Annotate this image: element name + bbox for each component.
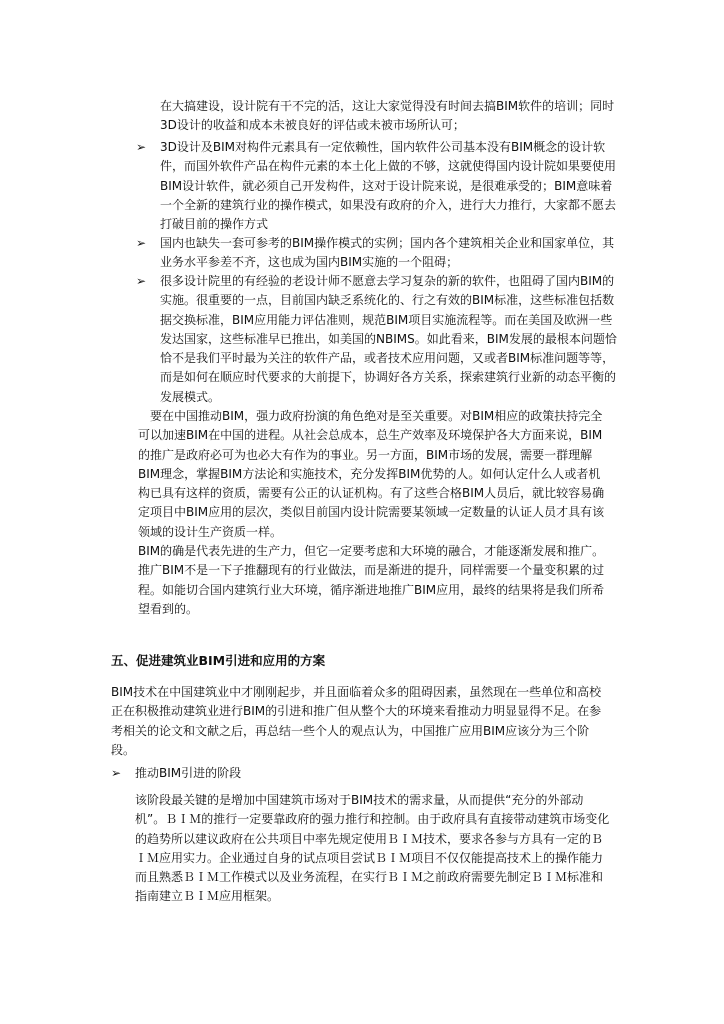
arrow-bullet-icon: ➢ [136, 274, 147, 288]
paragraph-bim-productivity: BIM的确是代表先进的生产力，但它一定要考虑和大环境的融合，才能逐渐发展和推广。推广BIM不是一下子推翻现有的行业做法，而是渐进的提升，同样需要一个量变积累的过程。如能切合国内建筑行业大环境，循序渐进地推广BIM应用，最终的结果将是我们所希望看到的。 [138, 544, 605, 616]
bullet-item: 3D设计及BIM对构件元素具有一定依赖性，国内软件公司基本没有BIM概念的设计软件，而国外软件产品在构件元素的本土化上做的不够，这就使得国内设计院如果要使用BIM设计软件，就必须自己开发构件，这对于设计院来说，是很难承受的；BIM意味着一个全新的建筑行业的操作模式，如果没有政府的介入，进行大力推行，大家都不愿去打破目前的操作方式 [160, 140, 617, 232]
sub-section-text: 该阶段最关键的是增加中国建筑市场对于BIM技术的需求量，从而提供“充分的外部动机”。ＢＩＭ的推行一定要靠政府的强力推行和控制。由于政府具有直接带动建筑市场变化的趋势所以建议政府在公共项目中率先规定使用ＢＩＭ技术，要求各参与方具有一定的ＢＩＭ应用实力。企业通过自身的试点项目尝试ＢＩＭ项目不仅仅能提高技术上的操作能力而且熟悉ＢＩＭ工作模式以及业务流程，在实行ＢＩＭ之前政府需要先制定ＢＩＭ标准和指南建立ＢＩＭ应用框架。 [135, 793, 610, 904]
paragraph-government-role: 要在中国推动BIM，强力政府扮演的角色绝对是至关重要。对BIM相应的政策扶持完全可以加速BIM在中国的进程。从社会总成本，总生产效率及环境保护各大方面来说，BIM的推广是政府必可为也必大有作为的事业。另一方面，BIM市场的发展，需要一群理解BIM理念，掌握BIM方法论和实施技术，充分发挥BIM优势的人。如何认定什么人或者机构已具有这样的资质，需要有公正的认证机构。有了这些合格BIM人员后，就比较容易确定项目中BIM应用的层次，类似目前国内设计院需要某领域一定数量的认证人员才具有该领域的设计生产资质一样。 [138, 409, 605, 539]
bullet-continuation: 在大搞建设，设计院有干不完的活，这让大家觉得没有时间去搞BIM软件的培训；同时3D设计的收益和成本未被良好的评估或未被市场所认可； [160, 99, 615, 133]
arrow-bullet-icon: ➢ [111, 766, 122, 780]
section-intro: BIM技术在中国建筑业中才刚刚起步，并且面临着众多的阻碍因素，虽然现在一些单位和高校正在积极推动建筑业进行BIM的引进和推广但从整个大的环境来看推动力明显显得不足。在参考相关的论文和文献之后，再总结一些个人的观点认为，中国推广应用BIM应该分为三个阶段。 [111, 685, 602, 757]
bullet-item: 国内也缺失一套可参考的BIM操作模式的实例；国内各个建筑相关企业和国家单位，其业务水平参差不齐，这也成为国内BIM实施的一个阻碍； [160, 236, 615, 270]
section-heading: 五、促进建筑业BIM引进和应用的方案 [111, 653, 326, 668]
sub-section-title: 推动BIM引进的阶段 [135, 766, 242, 780]
bullet-item: 很多设计院里的有经验的老设计师不愿意去学习复杂的新的软件，也阻碍了国内BIM的实施。很重要的一点，目前国内缺乏系统化的、行之有效的BIM标准，这些标准包括数据交换标准，BIM应用能力评估准则，规范BIM项目实施流程等。而在美国及欧洲一些发达国家，这些标准早已推出，如美国的NBIMS。如此看来，BIM发展的最根本问题恰恰不是我们平时最为关注的软件产品，或者技术应用问题，又或者BIM标准问题等等，而是如何在顺应时代要求的大前提下，协调好各方关系，探索建筑行业新的动态平衡的发展模式。 [160, 274, 617, 404]
arrow-bullet-icon: ➢ [136, 236, 147, 250]
arrow-bullet-icon: ➢ [136, 140, 147, 154]
